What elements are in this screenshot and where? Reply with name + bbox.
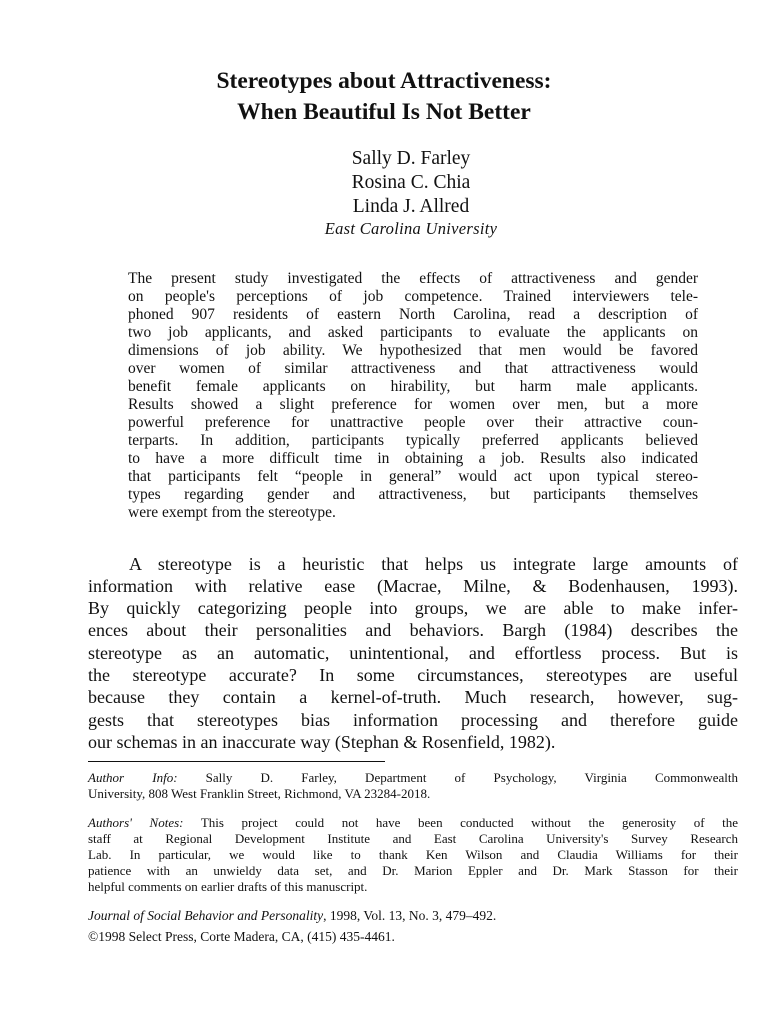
body-text-line: the stereotype accurate? In some circumstances, stereotypes are useful xyxy=(88,665,738,685)
author-affiliation: East Carolina University xyxy=(324,219,498,238)
body-text-line: gests that stereotypes bias information processing and therefore guide xyxy=(88,710,738,730)
body-text-line: stereotype as an automatic, unintentional, and effortless process. But is xyxy=(88,643,738,663)
author-name: Rosina C. Chia xyxy=(351,172,471,193)
body-text-line: By quickly categorizing people into groups, we are able to make infer- xyxy=(88,598,738,618)
journal-citation xyxy=(88,908,738,924)
authors-notes-line: helpful comments on earlier drafts of this manuscript. xyxy=(88,879,368,894)
article-title-line-1: Stereotypes about Attractiveness: xyxy=(216,68,552,94)
author-name: Linda J. Allred xyxy=(352,196,470,217)
author-info-text: Sally D. Farley, Department of Psychology, Virginia Commonwealth xyxy=(205,770,738,785)
abstract-line: The present study investigated the effects of attractiveness and gender xyxy=(128,270,698,287)
abstract-line: benefit female applicants on hirability, but harm male applicants. xyxy=(128,378,698,395)
authors-notes-line: Lab. In particular, we would like to thank Ken Wilson and Claudia Williams for their xyxy=(88,847,738,862)
author-info-label: Author Info: xyxy=(88,770,178,785)
article-title-line-2: When Beautiful Is Not Better xyxy=(237,99,531,125)
copyright-line: ©1998 Select Press, Corte Madera, CA, (415) 435-4461. xyxy=(88,929,395,944)
abstract-line: on people's perceptions of job competence. Trained interviewers tele- xyxy=(128,288,698,305)
authors-notes-label: Authors' Notes: xyxy=(88,815,184,830)
authors-notes-footnote xyxy=(88,815,738,831)
journal-details: , 1998, Vol. 13, No. 3, 479–492. xyxy=(323,908,497,923)
body-text-line: ences about their personalities and behaviors. Bargh (1984) describes the xyxy=(88,620,738,640)
abstract-line: were exempt from the stereotype. xyxy=(128,504,336,521)
authors-notes-line: staff at Regional Development Institute and East Carolina University's Survey Research xyxy=(88,831,738,846)
abstract-line: that participants felt “people in general” would act upon typical stereo- xyxy=(128,468,698,485)
body-text-line: information with relative ease (Macrae, Milne, & Bodenhausen, 1993). xyxy=(88,576,738,596)
body-text-line: A stereotype is a heuristic that helps us integrate large amounts of xyxy=(129,554,738,574)
abstract-line: to have a more difficult time in obtaining a job. Results also indicated xyxy=(128,450,698,467)
abstract-line: phoned 907 residents of eastern North Carolina, read a description of xyxy=(128,306,698,323)
abstract-line: two job applicants, and asked participants to evaluate the applicants on xyxy=(128,324,698,341)
author-name: Sally D. Farley xyxy=(351,148,471,169)
abstract-line: terparts. In addition, participants typically preferred applicants believed xyxy=(128,432,698,449)
author-info-footnote xyxy=(88,770,738,786)
abstract-line: dimensions of job ability. We hypothesized that men would be favored xyxy=(128,342,698,359)
abstract-line: over women of similar attractiveness and that attractiveness would xyxy=(128,360,698,377)
abstract-line: types regarding gender and attractiveness, but participants themselves xyxy=(128,486,698,503)
journal-name: Journal of Social Behavior and Personality xyxy=(88,908,324,923)
body-text-line: because they contain a kernel-of-truth. Much research, however, sug- xyxy=(88,687,738,707)
abstract-line: powerful preference for unattractive people over their attractive coun- xyxy=(128,414,698,431)
authors-notes-line: patience with an unwieldy data set, and Dr. Marion Eppler and Dr. Mark Stasson for their xyxy=(88,863,738,878)
authors-notes-text: This project could not have been conducted without the generosity of the xyxy=(200,815,738,830)
footnote-divider xyxy=(88,761,385,762)
author-info-footnote-line: University, 808 West Franklin Street, Richmond, VA 23284-2018. xyxy=(88,786,431,801)
abstract-line: Results showed a slight preference for women over men, but a more xyxy=(128,396,698,413)
body-text-line: our schemas in an inaccurate way (Stephan & Rosenfield, 1982). xyxy=(88,732,556,752)
